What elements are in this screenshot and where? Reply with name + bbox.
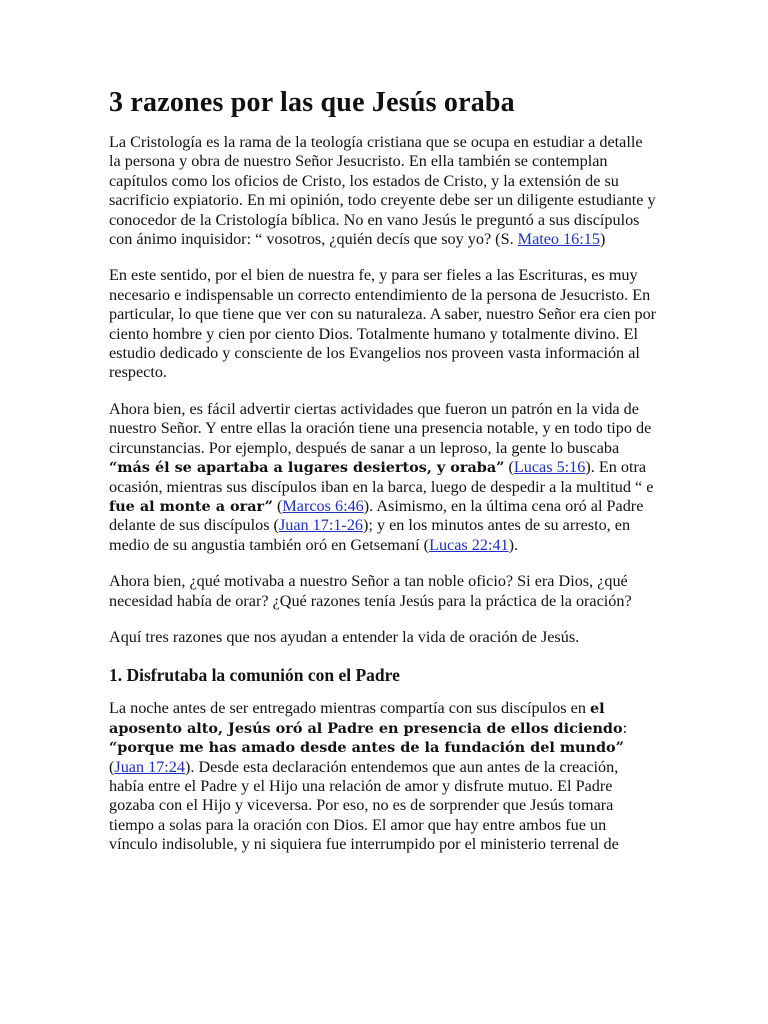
paragraph-three-reasons [109, 628, 657, 647]
scripture-link-juan-17-24[interactable]: Juan 17:24 [114, 757, 185, 776]
paragraph-text: Ahora bien, ¿qué motivaba a nuestro Señor a tan noble oficio? Si era Dios, ¿qué necesidad había de orar? ¿Qué razones tenía Jesús para la práctica de la oración? [109, 572, 632, 610]
paragraph-text: ( [272, 496, 283, 515]
scripture-link-juan-17-1-26[interactable]: Juan 17:1-26 [278, 516, 364, 535]
bold-quote: “porque me has amado desde antes de la fundación del mundo” [109, 739, 624, 757]
scripture-link-lucas-5-16[interactable]: Lucas 5:16 [513, 458, 586, 477]
scripture-link-lucas-22-41[interactable]: Lucas 22:41 [429, 535, 509, 554]
paragraph-intro [109, 133, 657, 249]
document-page [109, 86, 657, 872]
paragraph-text: La noche antes de ser entregado mientras compartía con sus discípulos en [109, 699, 590, 718]
paragraph-text: Ahora bien, es fácil advertir ciertas actividades que fueron un patrón en la vida de nuestro Señor. Y entre ellas la oración tiene una presencia notable, y en todo tipo de circunstancias. Por ejemplo, después de sanar a un leproso, la gente lo buscaba [109, 399, 652, 457]
paragraph-question [109, 572, 657, 611]
bold-quote: “más él se apartaba a lugares desiertos, y oraba” [109, 459, 505, 477]
paragraph-communion [109, 699, 657, 854]
scripture-link-marcos-6-46[interactable]: Marcos 6:46 [282, 496, 364, 515]
paragraph-text: ); y en los minutos antes de su arresto, en medio de su angustia también oró en Getsemaní ( [109, 516, 631, 554]
paragraph-text: ( [109, 757, 115, 776]
paragraph-nature [109, 266, 657, 382]
paragraph-text: ). [508, 535, 519, 554]
paragraph-text: ). Asimismo, en la última cena oró al Padre delante de sus discípulos ( [109, 496, 644, 535]
bold-quote: fue al monte a orar” [109, 497, 273, 515]
paragraph-text: ). En otra ocasión, mientras sus discípulos iban en la barca, luego de despedir a la multitud “ e [109, 458, 654, 496]
paragraph-text: ( [504, 458, 514, 477]
paragraph-text: ) [599, 230, 606, 249]
bold-quote: el aposento alto, Jesús oró al Padre en presencia de ellos diciendo [109, 700, 623, 737]
page-title: 3 razones por las que Jesús oraba [109, 87, 515, 118]
scripture-link-mateo-16-15[interactable]: Mateo 16:15 [517, 230, 600, 249]
paragraph-text: La Cristología es la rama de la teología cristiana que se ocupa en estudiar a detalle la persona y obra de nuestro Señor Jesucristo. En ella también se contemplan capítulos como los oficios de Cristo, los estados de Cristo, y la extensión de su sacrificio expiatorio. En mi opinión, todo creyente debe ser un diligente estudiante y conocedor de la Cristología bíblica. No en vano Jesús le preguntó a sus discípulos con ánimo inquisidor: “ vosotros, ¿quién decís que soy yo? (S. [109, 133, 656, 249]
section-heading-communion: 1. Disfrutaba la comunión con el Padre [109, 665, 400, 686]
paragraph-text: ). Desde esta declaración entendemos que aun antes de la creación, había entre el Padre y el Hijo una relación de amor y disfrute mutuo. El Padre gozaba con el Hijo y viceversa. Por eso, no es de sorprender que Jesús tomara tiempo a solas para la oración con Dios. El amor que hay entre ambos fue un vínculo indisoluble, y ni siquiera fue interrumpido por el ministerio terrenal de [109, 757, 619, 854]
paragraph-text: : [622, 718, 628, 737]
paragraph-prayer-pattern [109, 400, 657, 555]
paragraph-text: En este sentido, por el bien de nuestra fe, y para ser fieles a las Escrituras, es muy necesario e indispensable un correcto entendimiento de la persona de Jesucristo. En particular, lo que tiene que ver con su naturaleza. A saber, nuestro Señor era cien por ciento hombre y cien por ciento Dios. Totalmente humano y totalmente divino. El estudio dedicado y consciente de los Evangelios nos proveen vasta información al respecto. [109, 266, 657, 382]
paragraph-text: Aquí tres razones que nos ayudan a entender la vida de oración de Jesús. [109, 627, 580, 646]
